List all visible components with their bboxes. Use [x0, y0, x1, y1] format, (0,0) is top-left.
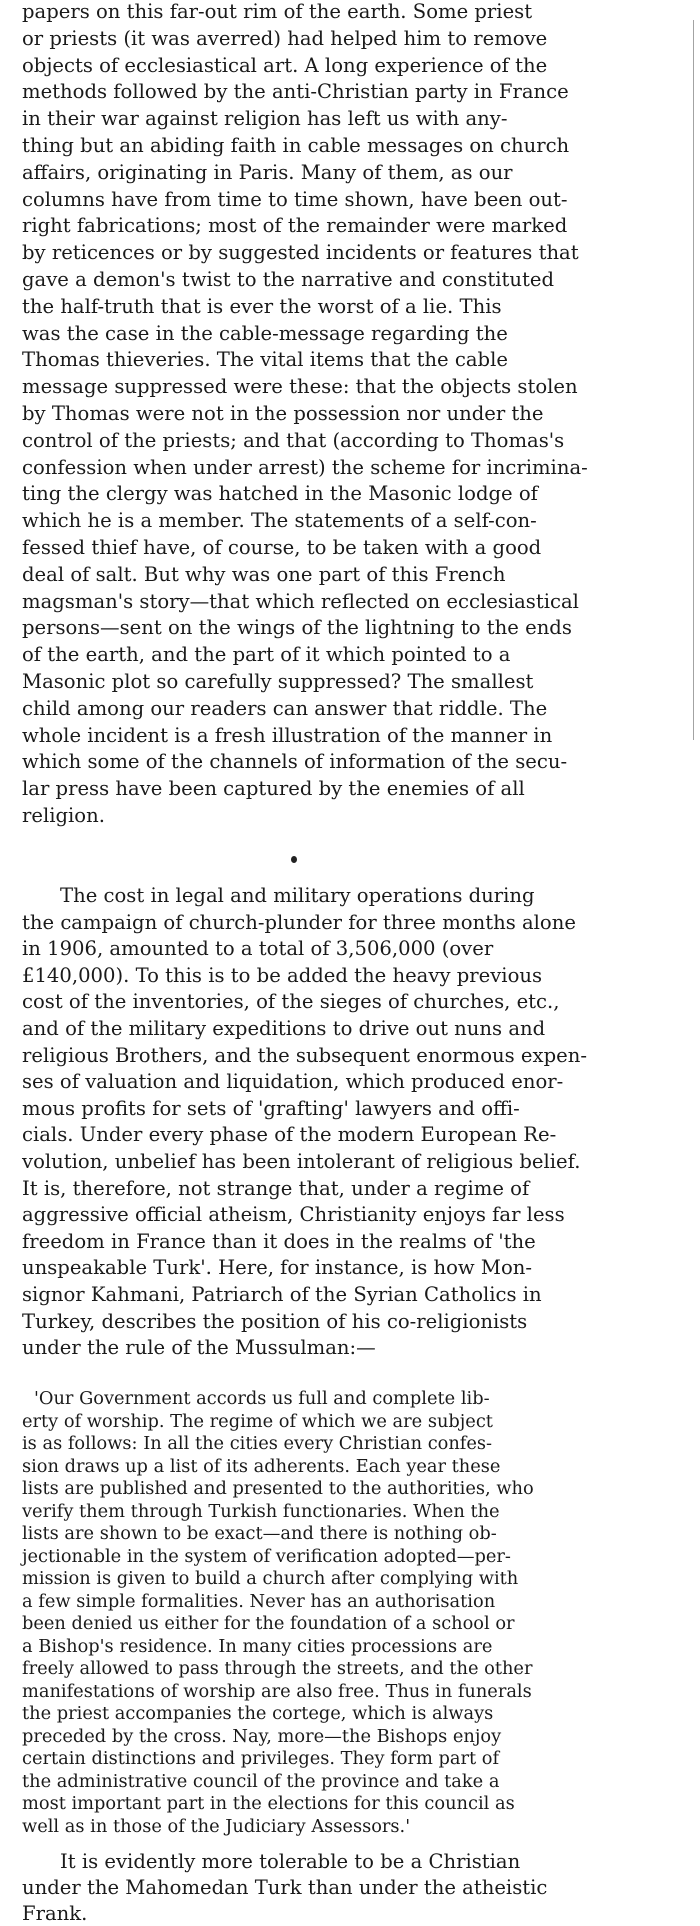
- text-line: is as follows: In all the cities every Christian confes-: [22, 1433, 493, 1454]
- text-line: a few simple formalities. Never has an authorisation: [22, 1590, 496, 1612]
- text-line: It is evidently more tolerable to be a Christian: [60, 1850, 521, 1873]
- text-line: persons—sent on the wings of the lightning to the ends: [22, 616, 572, 640]
- text-line: religious Brothers, and the subsequent enormous expen-: [22, 1043, 587, 1067]
- text-line: cost of the inventories, of the sieges of churches, etc.,: [22, 990, 560, 1014]
- text-line: manifestations of worship are also free. Thus in funerals: [22, 1680, 532, 1702]
- text-line: preceded by the cross. Nay, more—the Bishops enjoy: [22, 1725, 502, 1747]
- text-line: gave a demon's twist to the narrative and constituted: [22, 268, 555, 291]
- text-line: been denied us either for the foundation of a school or: [22, 1613, 515, 1634]
- text-line: Frank.: [22, 1902, 88, 1925]
- text-line: cials. Under every phase of the modern European Re-: [22, 1123, 557, 1147]
- text-line: a Bishop's residence. In many cities processions are: [22, 1635, 493, 1657]
- text-line: in their war against religion has left us with any-: [22, 107, 508, 131]
- text-line: 'Our Government accords us full and complete lib-: [34, 1388, 490, 1409]
- text-line: The cost in legal and military operations during: [60, 884, 535, 907]
- text-line: well as in those of the Judiciary Assessors.': [22, 1815, 411, 1837]
- text-line: Turkey, describes the position of his co-religionists: [22, 1309, 528, 1333]
- text-line: under the rule of the Mussulman:—: [22, 1336, 376, 1360]
- text-line: or priests (it was averred) had helped him to remove: [22, 26, 548, 50]
- text-line: columns have from time to time shown, have been out-: [22, 187, 568, 211]
- text-line: freedom in France than it does in the realms of 'the: [22, 1229, 536, 1253]
- text-line: was the case in the cable-message regarding the: [22, 321, 508, 345]
- text-line: the campaign of church-plunder for three months alone: [22, 910, 576, 934]
- text-line: ses of valuation and liquidation, which produced enor-: [22, 1070, 564, 1094]
- text-line: whole incident is a fresh illustration of the manner in: [22, 723, 553, 747]
- text-line: under the Mahomedan Turk than under the atheistic: [22, 1876, 548, 1899]
- text-line: mission is given to build a church after complying with: [22, 1568, 519, 1589]
- text-line: the administrative council of the province and take a: [22, 1770, 500, 1792]
- text-line: and of the military expeditions to drive out nuns and: [22, 1017, 546, 1040]
- text-line: by reticences or by suggested incidents or features that: [22, 241, 579, 265]
- text-line: unspeakable Turk'. Here, for instance, is how Mon-: [22, 1256, 533, 1280]
- text-line: volution, unbelief has been intolerant of religious belief.: [22, 1150, 581, 1173]
- text-line: deal of salt. But why was one part of this French: [22, 562, 506, 586]
- text-line: objects of ecclesiastical art. A long experience of the: [22, 53, 548, 77]
- text-line: the priest accompanies the cortege, which is always: [22, 1703, 494, 1724]
- text-line: thing but an abiding faith in cable messages on church: [22, 134, 570, 157]
- text-line: freely allowed to pass through the streets, and the other: [22, 1658, 533, 1679]
- text-line: affairs, originating in Paris. Many of them, as our: [22, 160, 513, 184]
- text-line: £140,000). To this is to be added the heavy previous: [22, 963, 543, 987]
- text-line: aggressive official atheism, Christianity enjoys far less: [22, 1203, 565, 1227]
- text-line: control of the priests; and that (according to Thomas's: [22, 428, 565, 452]
- text-line: Masonic plot so carefully suppressed? The smallest: [22, 670, 534, 693]
- text-line: in 1906, amounted to a total of 3,506,000 (over: [22, 937, 494, 961]
- text-line: signor Kahmani, Patriarch of the Syrian Catholics in: [22, 1283, 542, 1306]
- text-line: confession when under arrest) the scheme for incrimina-: [22, 455, 588, 479]
- text-line: by Thomas were not in the possession nor under the: [22, 402, 544, 425]
- text-line: of the earth, and the part of it which pointed to a: [22, 643, 511, 667]
- section-divider-dot: [291, 856, 297, 863]
- text-line: It is, therefore, not strange that, under a regime of: [22, 1176, 530, 1200]
- text-line: verify them through Turkish functionaries. When the: [22, 1500, 500, 1522]
- text-line: magsman's story—that which reflected on ecclesiastical: [22, 589, 579, 613]
- text-line: fessed thief have, of course, to be taken with a good: [22, 536, 542, 559]
- text-line: the half-truth that is ever the worst of a lie. This: [22, 294, 502, 318]
- text-line: which he is a member. The statements of a self-con-: [22, 509, 537, 533]
- text-line: most important part in the elections for this council as: [22, 1793, 515, 1814]
- text-line: religion.: [22, 804, 105, 827]
- text-line: methods followed by the anti-Christian party in France: [22, 80, 569, 104]
- text-line: right fabrications; most of the remainder were marked: [22, 214, 568, 238]
- text-line: mous profits for sets of 'grafting' lawyers and offi-: [22, 1096, 520, 1120]
- text-line: ting the clergy was hatched in the Masonic lodge of: [22, 482, 538, 506]
- text-line: papers on this far-out rim of the earth. Some priest: [22, 0, 533, 23]
- text-line: lists are shown to be exact—and there is nothing ob-: [22, 1523, 497, 1544]
- text-line: certain distinctions and privileges. They form part of: [22, 1748, 500, 1769]
- text-line: message suppressed were these: that the objects stolen: [22, 375, 578, 399]
- text-line: Thomas thieveries. The vital items that the cable: [22, 348, 508, 372]
- text-line: sion draws up a list of its adherents. Each year these: [22, 1455, 501, 1477]
- column-rule: [693, 20, 694, 740]
- text-line: child among our readers can answer that riddle. The: [22, 696, 548, 720]
- text-line: jectionable in the system of verification adopted—per-: [22, 1545, 511, 1567]
- text-line: lists are published and presented to the authorities, who: [22, 1478, 534, 1499]
- text-line: lar press have been captured by the enemies of all: [22, 777, 525, 801]
- text-line: which some of the channels of information of the secu-: [22, 750, 568, 774]
- text-line: erty of worship. The regime of which we are subject: [22, 1410, 493, 1432]
